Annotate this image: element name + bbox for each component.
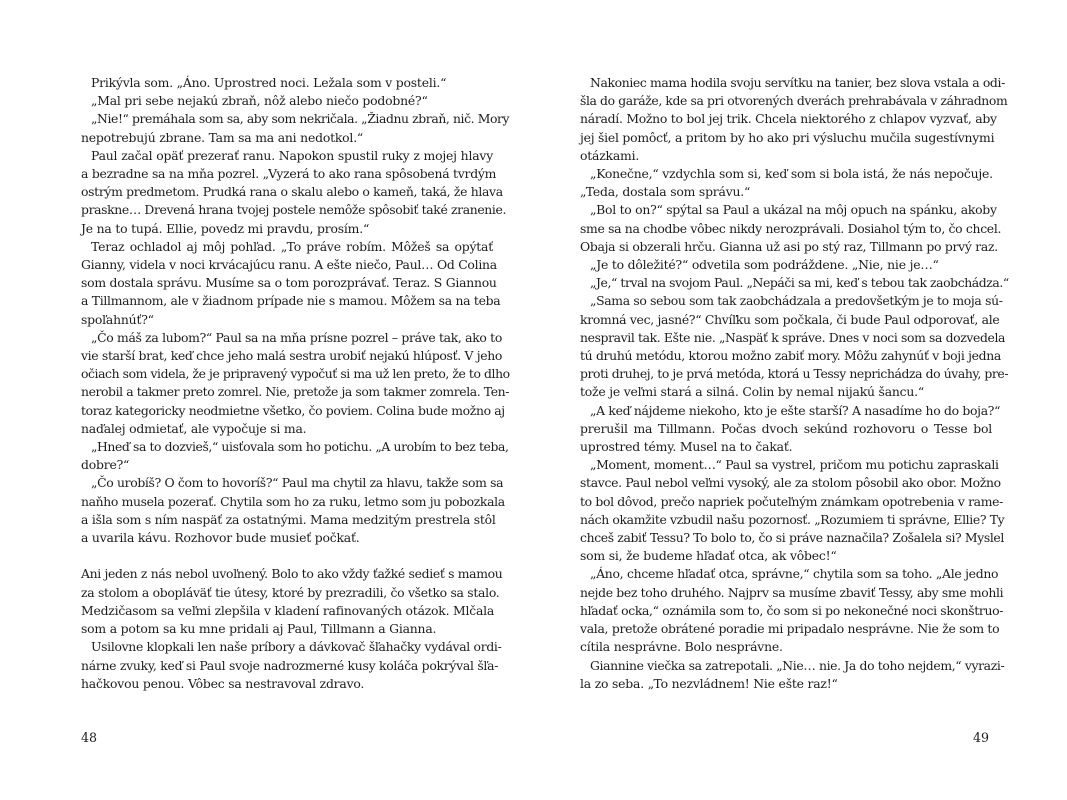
text-line: stavce. Paul nebol veľmi vysoký, ale za stolom pôsobil ako obor. Možno [580, 475, 1001, 491]
text-line: „Sama so sebou som tak zaobchádzala a predovšetkým je to moja sú- [590, 293, 1003, 309]
text-line: hačkovou penou. Vôbec sa nestravoval zdravo. [81, 675, 365, 691]
text-line: „Je,“ trval na svojom Paul. „Nepáči sa mi, keď s tebou tak zaobchádza.“ [590, 275, 1009, 291]
text-line: „Teda, dostala som správu.“ [580, 184, 751, 200]
text-line: šla do garáže, kde sa pri otvorených dverách prehrabávala v záhradnom [580, 93, 1008, 109]
text-line: spoľahnúť?“ [81, 311, 154, 327]
text-line: otázkami. [580, 147, 640, 163]
text-line: nách okamžite vzbudil našu pozornosť. „Rozumiem ti správne, Ellie? Ty [580, 511, 1005, 527]
text-line: „A keď nájdeme niekoho, kto je ešte starší? A nasadíme ho do boja?“ [590, 402, 1001, 418]
text-line: sme sa na chodbe vôbec nikdy nerozprávali. Dosiahol tým to, čo chcel. [580, 220, 1002, 236]
text-line: očiach som videla, že je pripravený vypočuť si ma už len preto, že to dlho [81, 366, 510, 382]
text-line: náradí. Možno to bol jej trik. Chcela niektorého z chlapov vyzvať, aby [580, 111, 997, 127]
text-line: Usilovne klopkali len naše príbory a dávkovač šľahačky vydával ordi- [91, 639, 502, 655]
text-line: jej šiel pomôcť, a pritom by ho ako pri výsluchu mučila sugestívnymi [580, 129, 995, 145]
text-line: prerušil ma Tillmann. Počas dvoch sekúnd rozhovoru o Tesse bol [580, 420, 992, 436]
text-line: „Hneď sa to dozvieš,“ uisťovala som ho potichu. „A urobím to bez teba, [91, 439, 509, 455]
text-line: „Bol to on?“ spýtal sa Paul a ukázal na môj opuch na spánku, akoby [590, 202, 997, 218]
text-line: som si, že budeme hľadať otca, ak vôbec!“ [580, 548, 837, 564]
text-line: a išla som s ním naspäť za ostatnými. Mama medzitým prestrela stôl [81, 511, 496, 527]
text-line: la zo seba. „To nezvládnem! Nie ešte raz!“ [580, 675, 838, 691]
text-line: „Konečne,“ vzdychla som si, keď som si bola istá, že nás nepočuje. [590, 166, 993, 182]
text-line: som dostala správu. Musíme sa o tom porozprávať. Teraz. S Giannou [81, 275, 497, 291]
text-line: som a potom sa ku mne pridali aj Paul, Tillmann a Gianna. [81, 621, 437, 637]
text-line: „Mal pri sebe nejakú zbraň, nôž alebo niečo podobné?“ [91, 93, 428, 109]
text-line: „Čo urobíš? O čom to hovoríš?“ Paul ma chytil za hlavu, takže som sa [91, 475, 504, 491]
left-page [81, 74, 510, 693]
text-line: nerobil a takmer preto zomrel. Nie, pretože ja som takmer zomrela. Ten- [81, 384, 509, 400]
text-line: proti druhej, to je prvá metóda, ktorá u Tessy neprichádza do úvahy, pre- [580, 366, 1009, 382]
text-line: tú druhú metódu, ktorou možno zabiť mory. Môžu zahynúť v boji jedna [580, 348, 1001, 364]
text-line: ostrým predmetom. Prudká rana o skalu alebo o kameň, taká, že hlava [81, 184, 503, 200]
text-line: nepotrebujú zbrane. Tam sa ma ani nedotkol.“ [81, 129, 364, 145]
text-line: za stolom a obopláväť tie útesy, ktoré by prezradili, čo všetko sa stalo. [81, 584, 500, 600]
text-line: praskne… Drevená hrana tvojej postele nemôže spôsobiť také zranenie. [81, 202, 507, 218]
page-number-right: 49 [973, 730, 990, 745]
text-line: nejde bez toho druhého. Najprv sa musíme zbaviť Tessy, aby sme mohli [580, 584, 1004, 600]
text-line: dobre?“ [81, 457, 130, 473]
text-line: cítila nesprávne. Bolo nesprávne. [580, 639, 783, 655]
text-line: a Tillmannom, ale v žiadnom prípade nie s mamou. Môžem sa na teba [81, 293, 501, 309]
text-line: vie starší brat, keď chce jeho malá sestra urobiť nejakú hlúposť. V jeho [81, 348, 503, 364]
text-line: kromná vec, jasné?“ Chvíľku som počkala, či bude Paul odporovať, ale [580, 311, 1000, 327]
left-page-text [81, 74, 510, 693]
text-line: Je na to tupá. Ellie, povedz mi pravdu, prosím.“ [81, 220, 370, 236]
text-line: Teraz ochladol aj môj pohľad. „To práve robím. Môžeš sa opýtať [91, 238, 493, 254]
text-line: Ani jeden z nás nebol uvoľnený. Bolo to ako vždy ťažké sedieť s mamou [81, 566, 503, 582]
text-line: naďalej odmietať, ale vypočuje si ma. [81, 420, 307, 436]
text-line: Giannine viečka sa zatrepotali. „Nie… nie. Ja do toho nejdem,“ vyrazi- [590, 657, 1005, 673]
text-line: „Moment, moment…“ Paul sa vystrel, pričom mu potichu zapraskali [590, 457, 999, 473]
text-line: Nakoniec mama hodila svoju servítku na tanier, bez slova vstala a odi- [590, 75, 1005, 90]
text-line: „Je to dôležité?“ odvetila som podráždene. „Nie, nie je…“ [590, 257, 939, 273]
text-line: „Áno, chceme hľadať otca, správne,“ chytila som sa toho. „Ale jedno [590, 566, 999, 582]
text-line: naňho musela pozerať. Chytila som ho za ruku, letmo som ju pobozkala [81, 493, 505, 509]
text-line: Medzičasom sa veľmi zlepšila v kladení rafinovaných otázok. Mlčala [81, 602, 495, 618]
text-line: Prikývla som. „Áno. Uprostred noci. Ležala som v posteli.“ [91, 75, 447, 90]
text-line: Paul začal opäť prezerať ranu. Napokon spustil ruky z mojej hlavy [91, 147, 493, 163]
text-line: Gianny, videla v noci krvácajúcu ranu. A ešte niečo, Paul… Od Colina [81, 257, 497, 273]
page-number-left: 48 [81, 730, 98, 745]
text-line: vala, pretože obrátené poradie mi pripadalo nesprávne. Nie že som to [580, 621, 1000, 637]
text-line: Obaja si obzerali hrču. Gianna už asi po stý raz, Tillmann po prvý raz. [580, 238, 998, 254]
text-line: uprostred témy. Musel na to čakať. [580, 439, 793, 455]
right-page [580, 74, 1009, 693]
text-line [81, 547, 493, 565]
text-line: a uvarila kávu. Rozhovor bude musieť počkať. [81, 530, 360, 546]
text-line: chceš zabiť Tessu? To bolo to, čo si práve naznačila? Zošalela si? Myslel [580, 530, 1005, 546]
text-line: toraz kategoricky neodmietne všetko, čo poviem. Colina bude možno aj [81, 402, 505, 418]
text-line: tože je veľmi stará a silná. Colin by nemal nijakú šancu.“ [580, 384, 925, 400]
right-page-text [580, 74, 1009, 693]
text-line: „Čo máš za lubom?“ Paul sa na mňa prísne pozrel – práve tak, ako to [91, 329, 502, 345]
text-line: nespravil tak. Ešte nie. „Naspäť k správe. Dnes v noci som sa dozvedela [580, 329, 1006, 345]
text-line: „Nie!“ premáhala som sa, aby som nekričala. „Žiadnu zbraň, nič. Mory [91, 111, 510, 127]
text-line: a bezradne sa na mňa pozrel. „Vyzerá to ako rana spôsobená tvrdým [81, 166, 497, 182]
text-line: to bol dôvod, prečo napriek počuteľným známkam opotrebenia v rame- [580, 493, 1003, 509]
text-line: hľadať ocka,“ oznámila som to, čo som si po nekonečné noci skonštruo- [580, 602, 1004, 618]
text-line: nárne zvuky, keď si Paul svoje nadrozmerné kusy koláča pokrýval šľa- [81, 657, 499, 673]
